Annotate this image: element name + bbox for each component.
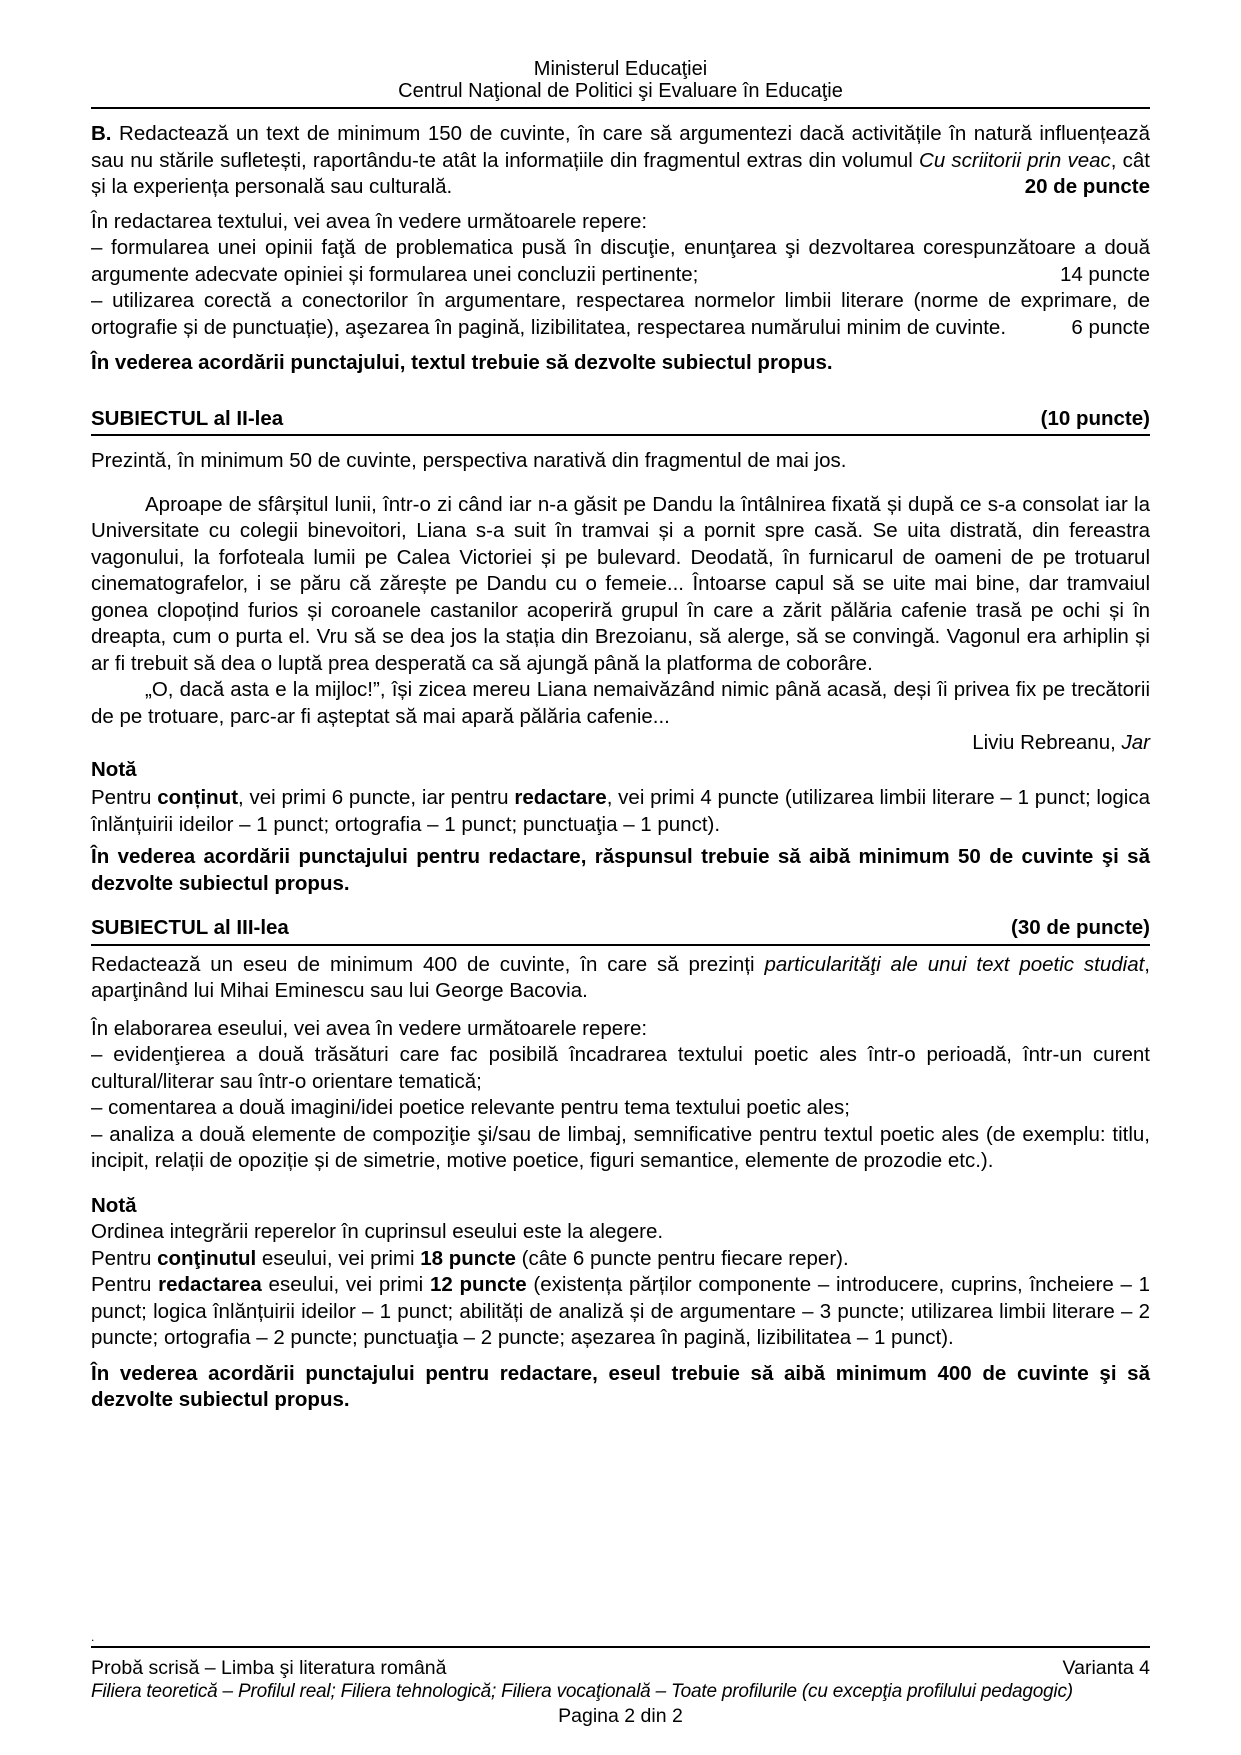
subject-3-reper-2: – comentarea a două imagini/idei poetice relevante pentru tema textului poetic ales; — [91, 1096, 850, 1119]
section-b-volume-title: Cu scriitorii prin veac — [919, 148, 1111, 172]
subject-2-points: (10 puncte) — [1040, 406, 1150, 430]
subject-3-nota-line-1: Ordinea integrării reperelor în cuprinsul eseului este la alegere. — [91, 1220, 664, 1243]
subject-3-task-italic: particularităţi ale unui text poetic studiat — [764, 952, 1145, 976]
document-header — [91, 58, 1150, 109]
section-b-reper-1-text: – formularea unei opinii faţă de problematica pusă în discuţie, enunţarea şi dezvoltarea corespunzătoare a două argumente adecvate opiniei și formularea unei concluzii pertinente; — [91, 236, 1150, 286]
nota2-term-continut: conținut — [157, 786, 239, 809]
page-footer — [91, 1630, 1150, 1728]
nota3-term-12-puncte: 12 puncte — [429, 1273, 527, 1296]
section-b-reper-2 — [91, 288, 1150, 341]
nota2-t2: , vei primi 6 puncte, iar pentru — [238, 786, 515, 809]
subject-2-nota — [91, 785, 1150, 838]
nota3-line2-t2: eseului, vei primi — [256, 1246, 421, 1270]
footer-variant: Varianta 4 — [1062, 1657, 1150, 1679]
section-b-tail: , cât și la experiența personală sau culturală. — [91, 148, 1150, 198]
subject-3-reper-1: – evidenţierea a două trăsături care fac posibilă încadrarea textului poetic ales într-o perioadă, într-un curent cultural/literar sau într-o orientare tematică; — [91, 1043, 1150, 1093]
section-b-intro — [91, 121, 1150, 201]
subject-2-fragment-paragraph-1: Aproape de sfârșitul lunii, într-o zi când iar n-a găsit pe Dandu la întâlnirea fixată și după ce s-a consolat iar la Universitate cu colegii binevoitori, Liana s-a suit în tramvai și a pornit spre casă. Se uita distrată, din fereastra vagonului, la forfoteala lumii pe Calea Victoriei și pe bulevard. Deodată, în furnicarul de oameni de pe trotuarul cinematografelor, i se păru că zărește pe Dandu cu o femeie... Întoarse capul să se uite mai bine, dar tramvaiul gonea clopoțind furios și coroanele castanilor acoperiră grupul în care a zărit pălăria cafenie trasă pe ochi și în dreapta, cum o purta el. Vru să se dea jos la stația din Brezoianu, să alerge, să se convingă. Vagonul era arhiplin și ar fi trebuit să dea o luptă prea desperată ca să ajungă până la platforma de coborâre. — [91, 492, 1150, 675]
nota2-term-redactare: redactare — [514, 786, 607, 809]
attribution-author: Liviu Rebreanu, — [972, 731, 1122, 754]
nota3-term-continutul: conţinutul — [157, 1246, 257, 1270]
footer-rule — [91, 1646, 1150, 1648]
footer-row — [91, 1656, 1150, 1680]
subject-2-nota-label: Notă — [91, 757, 137, 781]
nota3-line2-t1: Pentru — [91, 1246, 158, 1270]
subject-3-task-t2: , aparţinând lui Mihai Eminescu sau lui George Bacovia. — [91, 952, 1150, 1002]
footer-dot: . — [91, 1630, 95, 1644]
nota3-line3-t1: Pentru — [91, 1273, 159, 1296]
section-b-repere-intro: În redactarea textului, vei avea în vedere următoarele repere: — [91, 209, 648, 233]
nota2-t3: , vei primi 4 puncte (utilizarea limbii literare – 1 punct; logica înlănțuirii ideilor – 1 punct; ortografia – 1 punct; punctuaţia – 1 punct). — [91, 786, 1150, 836]
attribution-work: Jar — [1121, 731, 1150, 754]
section-b-text: Redactează un text de minimum 150 de cuvinte, în care să argumentezi dacă activitățile în natură influențează sau nu stările sufletești, raportându-te atât la informațiile din fragmentul extras din volumul — [91, 122, 1150, 172]
subject-3-nota-line-3 — [91, 1272, 1150, 1352]
section-b-reper-2-text: – utilizarea corectă a conectorilor în argumentare, respectarea normelor limbii literare (norme de exprimare, de ortografie și de punctuație), aşezarea în pagină, lizibilitatea, respectarea numărului minim de cuvinte. — [91, 289, 1150, 339]
subject-2-task: Prezintă, în minimum 50 de cuvinte, perspectiva narativă din fragmentul de mai jos. — [91, 449, 847, 472]
subject-3-title: SUBIECTUL al III-lea — [91, 916, 289, 939]
subject-2-title: SUBIECTUL al II-lea — [91, 406, 284, 430]
subject-3-task-t1: Redactează un eseu de minimum 400 de cuvinte, în care să prezinți — [91, 952, 765, 976]
subject-3-nota-label: Notă — [91, 1193, 137, 1217]
subject-3-repere-intro: În elaborarea eseului, vei avea în vedere următoarele repere: — [91, 1016, 648, 1040]
nota3-term-redactarea: redactarea — [158, 1273, 262, 1296]
section-b-reper-1 — [91, 235, 1150, 288]
nota3-line3-t3: (existența părților componente – introducere, cuprins, încheiere – 1 punct; logica înlănțuirii ideilor – 1 punct; abilități de analiză și de argumentare – 3 puncte; utilizarea limbii literare – 2 puncte; ortografia – 2 puncte; punctuaţia – 2 puncte; așezarea în pagină, lizibilitatea – 1 punct). — [91, 1273, 1150, 1349]
subject-2-heading — [91, 406, 1150, 437]
nota3-line3-t2: eseului, vei primi — [261, 1273, 430, 1296]
section-b-reper-1-points: 14 puncte — [1059, 262, 1150, 286]
center-name: Centrul Naţional de Politici şi Evaluare în Educaţie — [398, 80, 843, 102]
footer-page-number: Pagina 2 din 2 — [558, 1705, 683, 1727]
subject-3-bold-note: În vederea acordării punctajului pentru redactare, eseul trebuie să aibă minimum 400 de cuvinte şi să dezvolte subiectul propus. — [91, 1361, 1150, 1411]
page-content — [91, 0, 1150, 1414]
subject-2-bold-note: În vederea acordării punctajului pentru redactare, răspunsul trebuie să aibă minimum 50 de cuvinte şi să dezvolte subiectul propus. — [91, 845, 1150, 895]
subject-3-task — [91, 952, 1150, 1005]
subject-2-fragment-paragraph-2: „O, dacă asta e la mijloc!”, își zicea mereu Liana nemaivăzând nimic până acasă, deși îi privea fix pe trecătorii de pe trotuare, parc-ar fi așteptat să mai apară pălăria cafenie... — [91, 678, 1150, 728]
nota3-term-18-puncte: 18 puncte — [420, 1246, 516, 1270]
section-b-label: B. — [91, 122, 112, 145]
section-b-reper-2-points: 6 puncte — [1071, 315, 1150, 339]
nota3-line2-t3: (câte 6 puncte pentru fiecare reper). — [515, 1246, 849, 1270]
subject-3-points: (30 de puncte) — [1011, 916, 1150, 939]
nota2-t1: Pentru — [91, 786, 158, 809]
subject-2-attribution — [91, 730, 1150, 757]
section-b-bold-note: În vederea acordării punctajului, textul trebuie să dezvolte subiectul propus. — [91, 351, 833, 374]
ministry-name: Ministerul Educaţiei — [533, 58, 708, 80]
subject-3-heading — [91, 915, 1150, 946]
footer-exam-name: Probă scrisă – Limba şi literatura română — [91, 1657, 447, 1679]
footer-filiera: Filiera teoretică – Profilul real; Filiera tehnologică; Filiera vocaţională – Toate profilurile (cu excepţia profilului pedagogic) — [91, 1681, 1073, 1702]
section-b-points: 20 de puncte — [1024, 175, 1150, 198]
subject-3-reper-3: – analiza a două elemente de compoziţie şi/sau de limbaj, semnificative pentru textul poetic ales (de exemplu: titlu, incipit, relații de opoziție și de simetrie, motive poetice, figuri semantice, elemente de prozodie etc.). — [91, 1122, 1150, 1172]
subject-3-nota-line-2 — [91, 1246, 1150, 1273]
